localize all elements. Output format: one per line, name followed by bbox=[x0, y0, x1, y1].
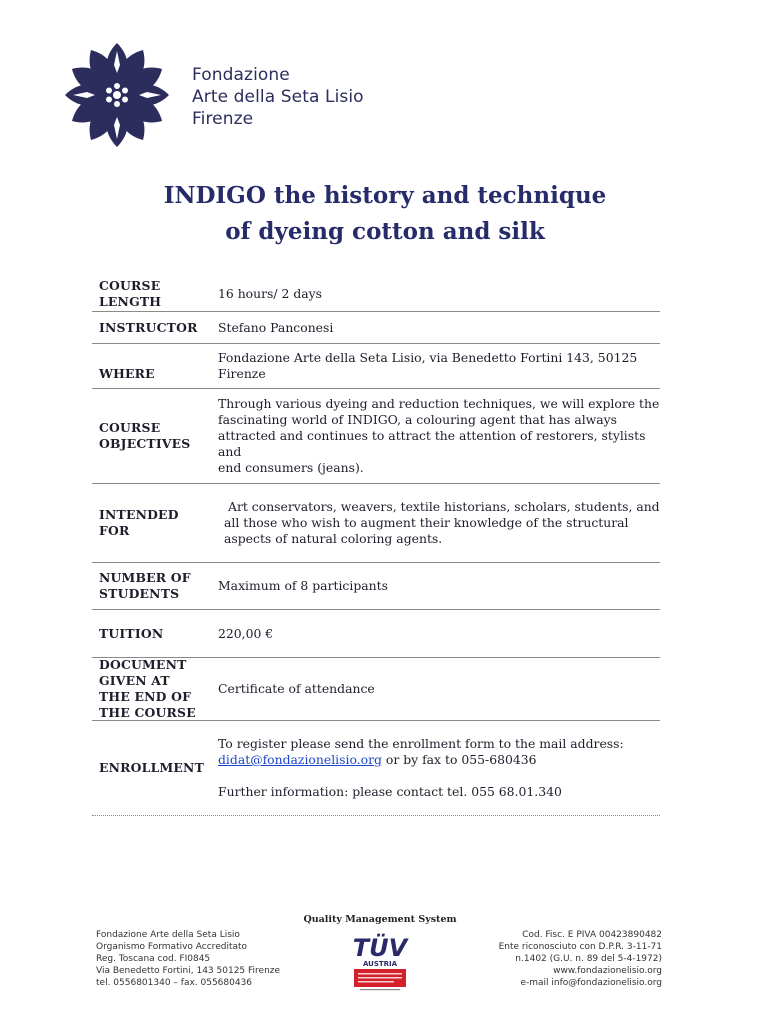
row-value: 220,00 € bbox=[218, 625, 274, 641]
org-name-line3: Firenze bbox=[192, 109, 254, 129]
org-name-line1: Fondazione bbox=[192, 65, 290, 85]
row-tuition bbox=[92, 610, 660, 658]
row-value: Maximum of 8 participants bbox=[218, 578, 388, 593]
row-instructor bbox=[92, 312, 660, 344]
row-intended-for bbox=[92, 484, 660, 563]
row-label: ENROLLMENT bbox=[99, 760, 204, 775]
row-label: COURSE OBJECTIVES bbox=[99, 420, 191, 451]
course-info-table bbox=[92, 277, 660, 816]
title-line1: INDIGO the history and technique bbox=[163, 182, 607, 209]
lotus-flower-icon bbox=[62, 40, 172, 150]
row-value: Through various dyeing and reduction techniques, we will explore the fascinating world of INDIGO, a colouring agent that has always attracted and continues to attract the attention of restorers, stylists and end consumers (jeans). bbox=[218, 396, 660, 475]
row-label: DOCUMENT GIVEN AT THE END OF THE COURSE bbox=[99, 657, 196, 720]
row-course-objectives bbox=[92, 389, 660, 484]
row-label: INSTRUCTOR bbox=[99, 319, 198, 335]
row-document bbox=[92, 658, 660, 721]
row-value: Art conservators, weavers, textile historians, scholars, students, and all those who wish to augment their knowledge of the structural aspects of natural coloring agents. bbox=[224, 499, 660, 546]
row-label: INTENDED FOR bbox=[99, 507, 179, 538]
website-link[interactable]: www.fondazionelisio.org bbox=[553, 966, 662, 976]
row-label: WHERE bbox=[99, 366, 155, 381]
tuv-austria-logo bbox=[340, 932, 420, 994]
row-where bbox=[92, 344, 660, 389]
row-label: TUITION bbox=[99, 625, 164, 641]
footer-registration: Cod. Fisc. E PIVA 00423890482 Ente riconosciuto con D.P.R. 3-11-71 n.1402 (G.U. n. 89 del 5-4-1972) www.fondazionelisio.org e-mail info@fondazionelisio.org bbox=[498, 930, 662, 988]
svg-text:TÜV: TÜV bbox=[352, 934, 408, 962]
org-name-line2: Arte della Seta Lisio bbox=[192, 87, 364, 107]
title-line2: of dyeing cotton and silk bbox=[225, 218, 545, 245]
row-value: To register please send the enrollment form to the mail address: didat@fondazionelisio.org or by fax to 055-680436 Further information: please contact tel. 055 68.01.340 bbox=[218, 736, 624, 799]
email-info-link[interactable]: e-mail info@fondazionelisio.org bbox=[520, 978, 662, 988]
row-value: Stefano Panconesi bbox=[218, 319, 334, 335]
email-link[interactable]: didat@fondazionelisio.org bbox=[218, 752, 382, 767]
row-label: COURSE LENGTH bbox=[99, 278, 162, 309]
row-value: 16 hours/ 2 days bbox=[218, 286, 323, 301]
document-title bbox=[0, 178, 770, 250]
row-label: NUMBER OF STUDENTS bbox=[99, 570, 191, 601]
row-course-length bbox=[92, 277, 660, 312]
row-number-of-students bbox=[92, 563, 660, 610]
footer-address: Fondazione Arte della Seta Lisio Organismo Formativo Accreditato Reg. Toscana cod. FI0845 Via Benedetto Fortini, 143 50125 Firenze tel. 0556801340 – fax. 055680436 bbox=[96, 930, 281, 988]
quality-management-label: Quality Management System bbox=[303, 914, 457, 925]
row-value: Certificate of attendance bbox=[218, 681, 375, 696]
svg-text:AUSTRIA: AUSTRIA bbox=[362, 960, 398, 968]
row-enrollment bbox=[92, 721, 660, 816]
row-value: Fondazione Arte della Seta Lisio, via Benedetto Fortini 143, 50125 Firenze bbox=[218, 350, 638, 381]
organization-name bbox=[192, 64, 364, 130]
